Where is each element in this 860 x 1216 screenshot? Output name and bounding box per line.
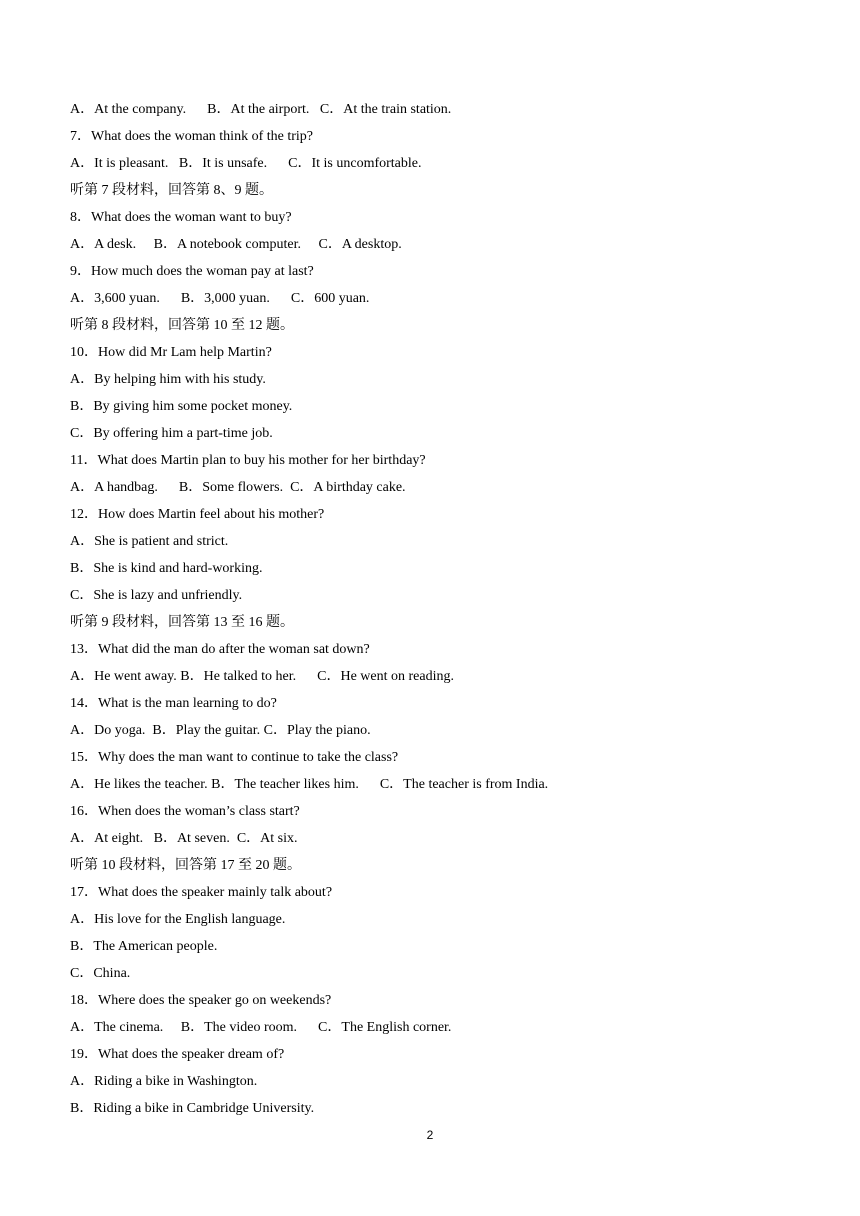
question-11: 11．What does Martin plan to buy his mother for her birthday? [70, 453, 426, 468]
document-body [70, 96, 830, 1122]
question-14: 14．What is the man learning to do? [70, 696, 277, 711]
question-7: 7．What does the woman think of the trip? [70, 129, 313, 144]
answer-options-q13: A．He went away. B．He talked to her. C．He went on reading. [70, 669, 454, 684]
answer-option-q19-b: B．Riding a bike in Cambridge University. [70, 1101, 315, 1116]
answer-option-q10-c: C．By offering him a part-time job. [70, 426, 273, 441]
section-heading-10: 听第 10 段材料，回答第 17 至 20 题。 [70, 858, 301, 873]
section-heading-7: 听第 7 段材料，回答第 8、9 题。 [70, 183, 273, 198]
section-heading-8: 听第 8 段材料，回答第 10 至 12 题。 [70, 318, 294, 333]
question-13: 13．What did the man do after the woman sat down? [70, 642, 370, 657]
question-18: 18．Where does the speaker go on weekends? [70, 993, 332, 1008]
question-12: 12．How does Martin feel about his mother? [70, 507, 325, 522]
answer-option-q17-a: A．His love for the English language. [70, 912, 286, 927]
answer-option-q10-b: B．By giving him some pocket money. [70, 399, 293, 414]
answer-options-q18: A．The cinema. B．The video room. C．The English corner. [70, 1020, 452, 1035]
question-17: 17．What does the speaker mainly talk about? [70, 885, 333, 900]
answer-options-q7: A．It is pleasant. B．It is unsafe. C．It is uncomfortable. [70, 156, 422, 171]
page-number: 2 [426, 1128, 434, 1142]
answer-options-q6: A．At the company. B．At the airport. C．At the train station. [70, 102, 452, 117]
answer-option-q10-a: A．By helping him with his study. [70, 372, 266, 387]
question-15: 15．Why does the man want to continue to take the class? [70, 750, 399, 765]
answer-option-q17-c: C．China. [70, 966, 131, 981]
answer-options-q16: A．At eight. B．At seven. C．At six. [70, 831, 298, 846]
answer-options-q8: A．A desk. B．A notebook computer. C．A desktop. [70, 237, 402, 252]
answer-options-q11: A．A handbag. B．Some flowers. C．A birthday cake. [70, 480, 406, 495]
answer-option-q12-c: C．She is lazy and unfriendly. [70, 588, 243, 603]
question-10: 10．How did Mr Lam help Martin? [70, 345, 272, 360]
answer-options-q15: A．He likes the teacher. B．The teacher likes him. C．The teacher is from India. [70, 777, 549, 792]
question-19: 19．What does the speaker dream of? [70, 1047, 285, 1062]
section-heading-9: 听第 9 段材料，回答第 13 至 16 题。 [70, 615, 294, 630]
question-16: 16．When does the woman’s class start? [70, 804, 300, 819]
answer-option-q12-a: A．She is patient and strict. [70, 534, 229, 549]
answer-option-q17-b: B．The American people. [70, 939, 218, 954]
question-9: 9．How much does the woman pay at last? [70, 264, 314, 279]
answer-options-q14: A．Do yoga. B．Play the guitar. C．Play the piano. [70, 723, 371, 738]
question-8: 8．What does the woman want to buy? [70, 210, 292, 225]
answer-option-q19-a: A．Riding a bike in Washington. [70, 1074, 258, 1089]
answer-option-q12-b: B．She is kind and hard-working. [70, 561, 263, 576]
answer-options-q9: A．3,600 yuan. B．3,000 yuan. C．600 yuan. [70, 291, 370, 306]
